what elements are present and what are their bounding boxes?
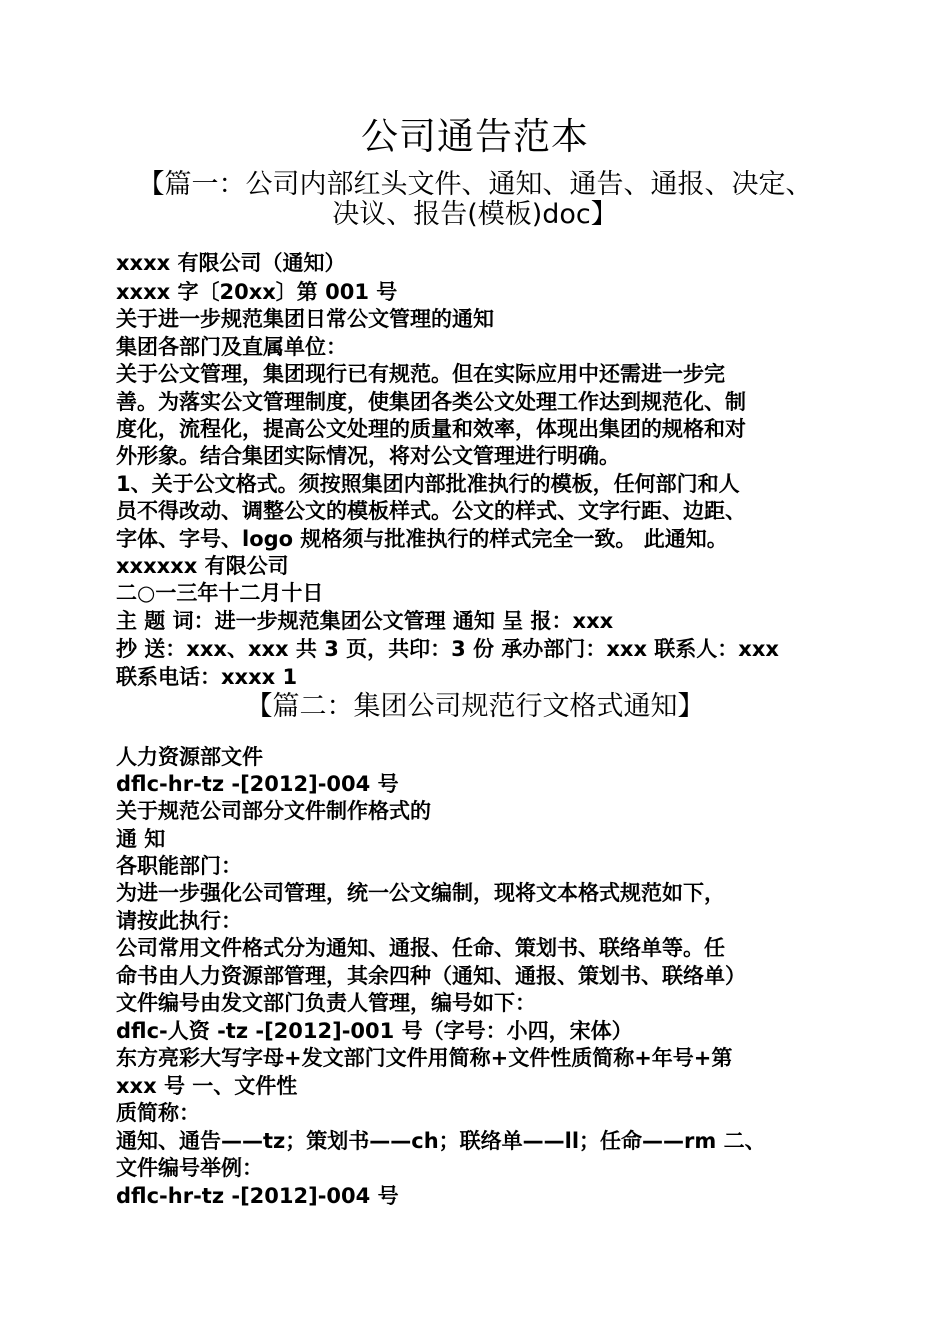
text-line: 关于规范公司部分文件制作格式的 bbox=[116, 799, 431, 823]
text-line: 联系电话：xxxx 1 bbox=[116, 665, 298, 689]
text-line: 人力资源部文件 bbox=[116, 745, 263, 769]
text-line: 为进一步强化公司管理，统一公文编制，现将文本格式规范如下， bbox=[116, 881, 725, 905]
text-line: 请按此执行： bbox=[116, 909, 242, 933]
text-line: 二○一三年十二月十日 bbox=[116, 581, 324, 605]
text-line: xxxx 有限公司（通知） bbox=[116, 251, 346, 275]
text-line: xxx 号 一、文件性 bbox=[116, 1074, 298, 1098]
text-line: 关于公文管理，集团现行已有规范。但在实际应用中还需进一步完 bbox=[116, 362, 725, 386]
text-line: 东方亮彩大写字母+发文部门文件用简称+文件性质简称+年号+第 bbox=[116, 1046, 733, 1070]
text-line: 通知、通告——tz；策划书——ch；联络单——ll；任命——rm 二、 bbox=[116, 1129, 766, 1153]
text-line: 文件编号举例： bbox=[116, 1156, 263, 1180]
text-line: 质简称： bbox=[116, 1101, 200, 1125]
text-line: 文件编号由发文部门负责人管理，编号如下： bbox=[116, 991, 536, 1015]
text-line: xxxx 字〔20xx〕第 001 号 bbox=[116, 280, 398, 304]
text-line: 命书由人力资源部管理，其余四种（通知、通报、策划书、联络单） bbox=[116, 964, 746, 988]
text-line: 字体、字号、logo 规格须与批准执行的样式完全一致。 此通知。 bbox=[116, 527, 728, 551]
text-line: 关于进一步规范集团日常公文管理的通知 bbox=[116, 307, 494, 331]
section1-heading-line1: 【篇一：公司内部红头文件、通知、通告、通报、决定、 bbox=[137, 169, 813, 200]
text-line: dflc-人资 -tz -[2012]-001 号（字号：小四，宋体） bbox=[116, 1019, 633, 1043]
text-line: dflc-hr-tz -[2012]-004 号 bbox=[116, 772, 399, 796]
text-line: dflc-hr-tz -[2012]-004 号 bbox=[116, 1184, 399, 1208]
text-line: 集团各部门及直属单位： bbox=[116, 335, 347, 359]
text-line: 1、关于公文格式。须按照集团内部批准执行的模板，任何部门和人 bbox=[116, 472, 740, 496]
document-title: 公司通告范本 bbox=[361, 115, 589, 158]
text-line: 公司常用文件格式分为通知、通报、任命、策划书、联络单等。任 bbox=[116, 936, 725, 960]
section1-heading-line2: 决议、报告(模板)doc】 bbox=[332, 199, 618, 230]
text-line: 通 知 bbox=[116, 827, 166, 851]
section2-heading: 【篇二：集团公司规范行文格式通知】 bbox=[245, 691, 705, 722]
text-line: 善。为落实公文管理制度，使集团各类公文处理工作达到规范化、制 bbox=[116, 390, 746, 414]
text-line: 各职能部门： bbox=[116, 854, 242, 878]
text-line: 度化，流程化，提高公文处理的质量和效率，体现出集团的规格和对 bbox=[116, 417, 746, 441]
text-line: 外形象。结合集团实际情况，将对公文管理进行明确。 bbox=[116, 444, 620, 468]
text-line: xxxxxx 有限公司 bbox=[116, 554, 289, 578]
text-line: 员不得改动、调整公文的模板样式。公文的样式、文字行距、边距、 bbox=[116, 499, 746, 523]
text-line: 主 题 词：进一步规范集团公文管理 通知 呈 报：xxx bbox=[116, 609, 614, 633]
text-line: 抄 送：xxx、xxx 共 3 页，共印：3 份 承办部门：xxx 联系人：xxx bbox=[116, 637, 779, 661]
